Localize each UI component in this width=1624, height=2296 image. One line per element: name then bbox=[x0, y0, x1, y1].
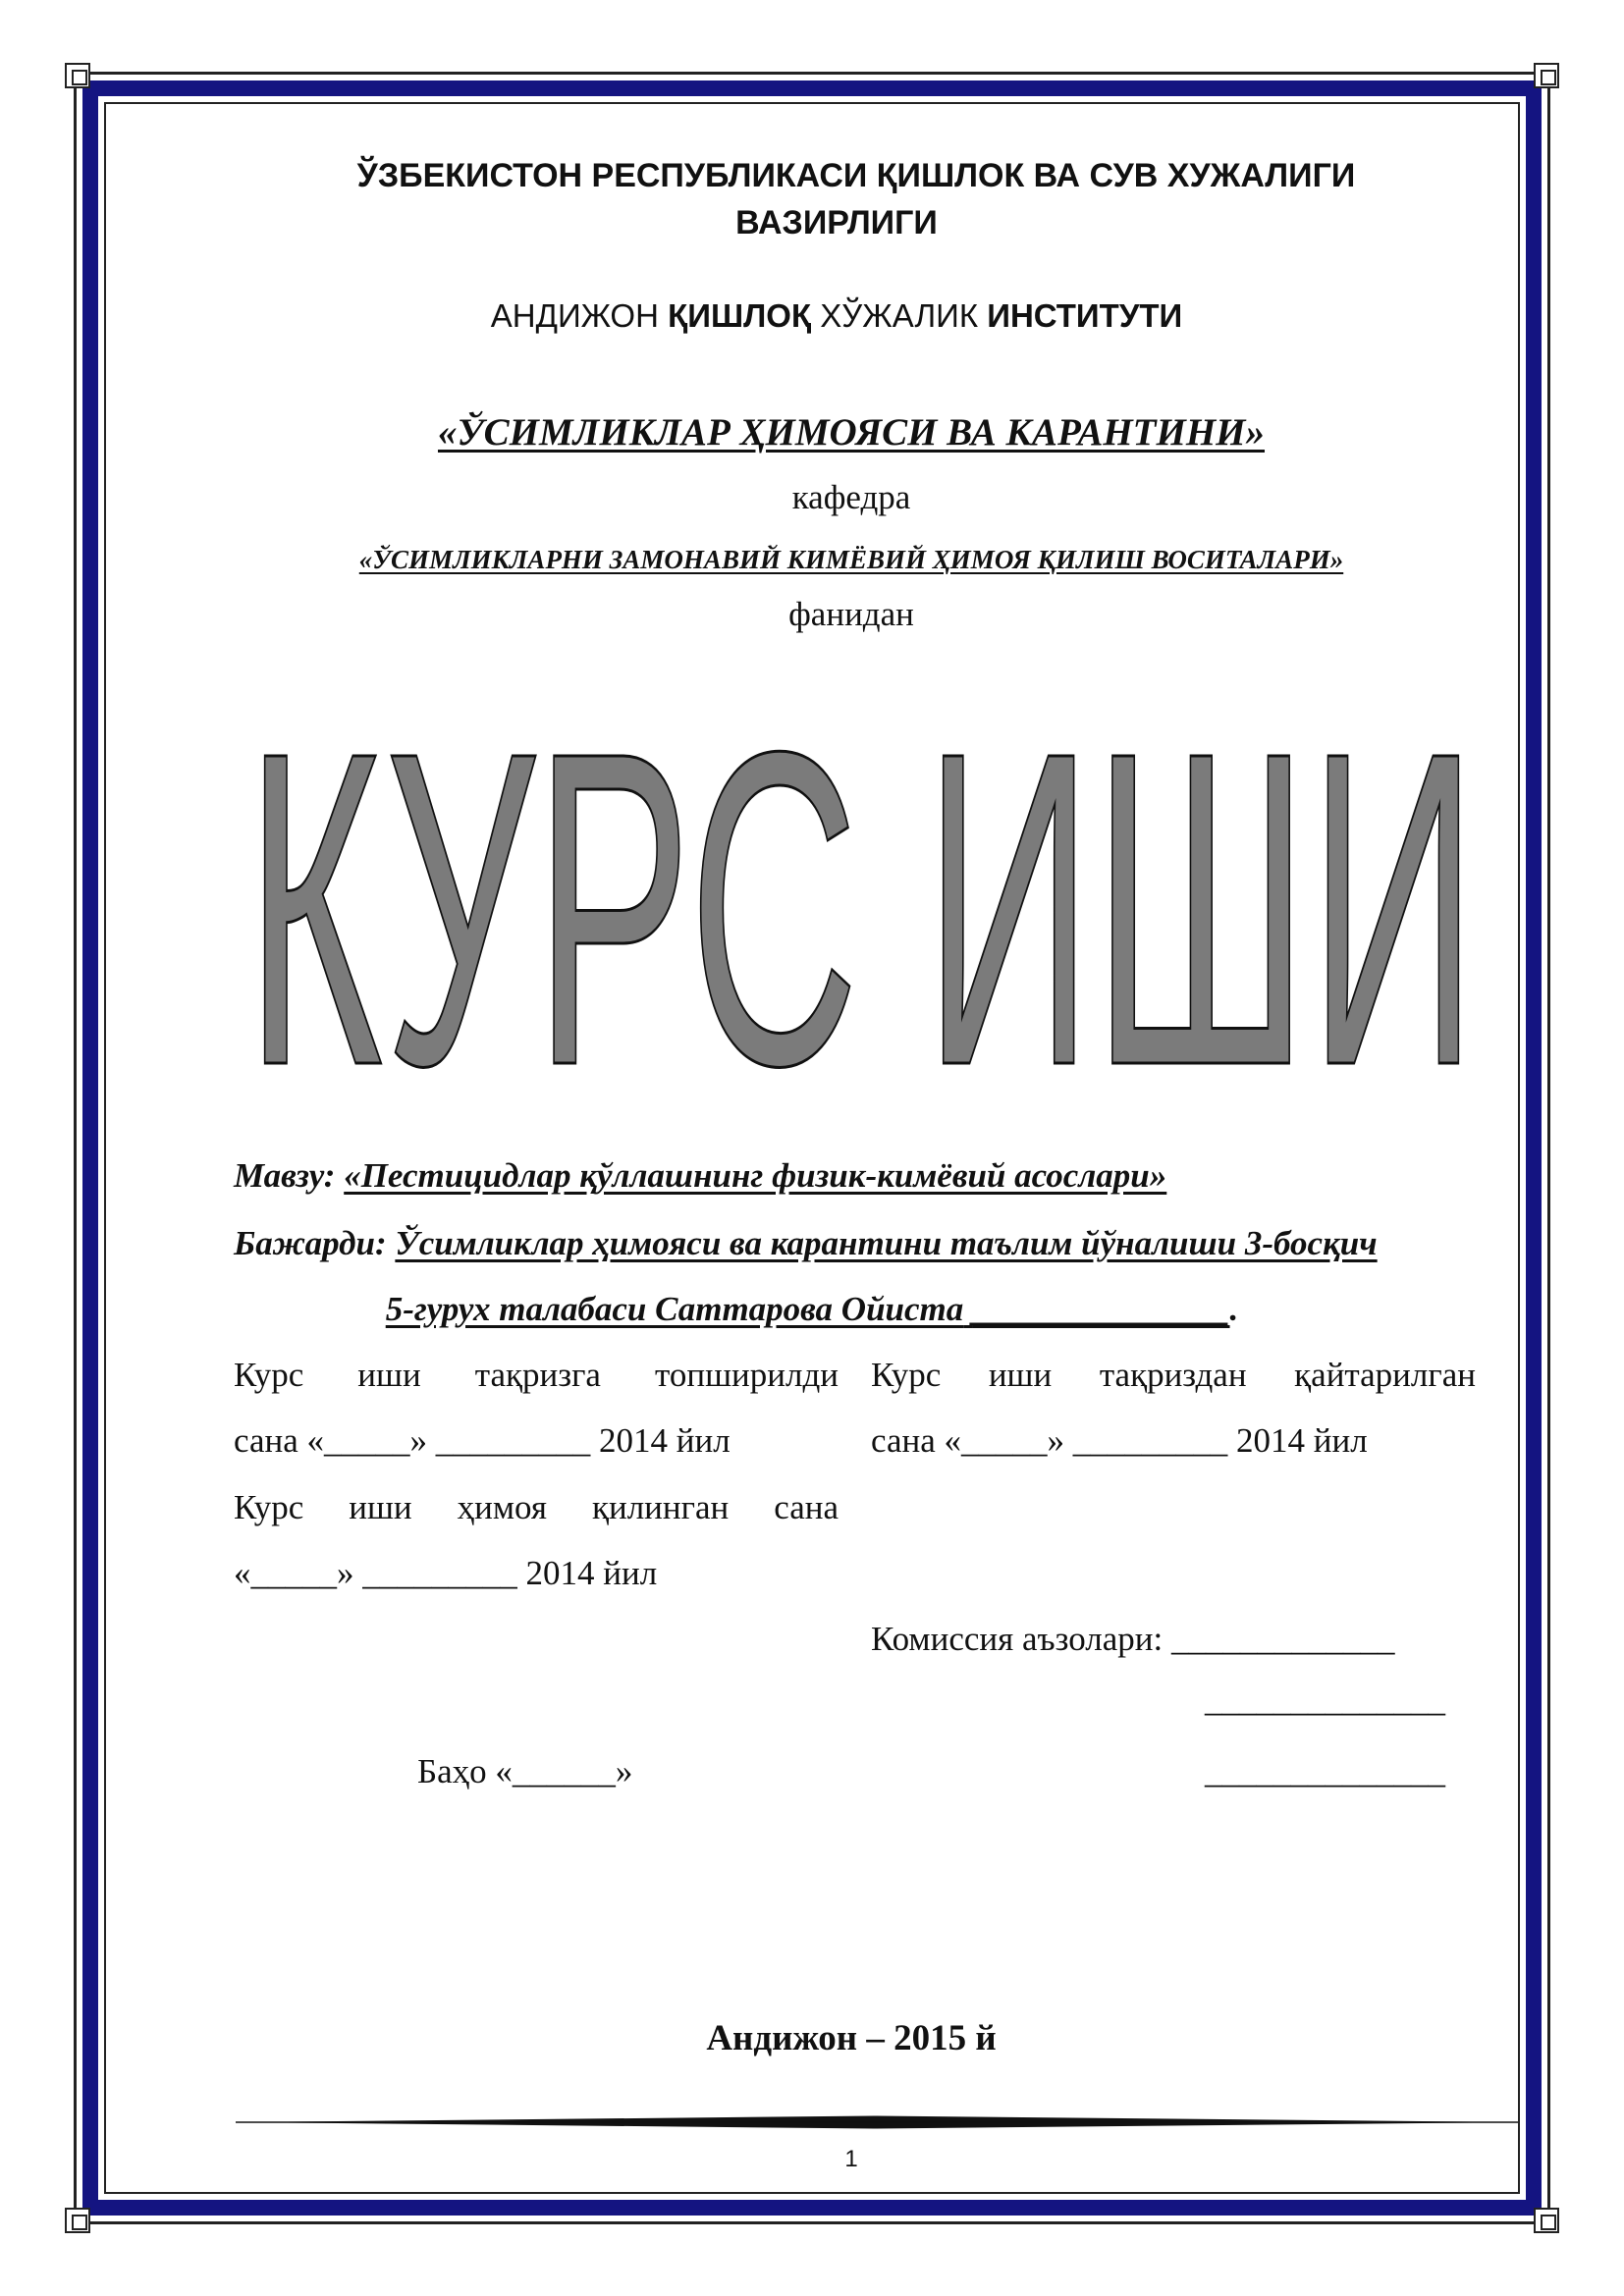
corner-ornament-top-right bbox=[1534, 63, 1559, 88]
returned-from-review-date: сана «_____» _________ 2014 йил bbox=[871, 1421, 1368, 1460]
department-label: кафедра bbox=[791, 478, 911, 516]
topic-label: Мавзу: bbox=[234, 1156, 336, 1195]
page-number: 1 bbox=[844, 2146, 858, 2172]
defended-date: «_____» _________ 2014 йил bbox=[234, 1554, 658, 1592]
returned-from-review-label: Курс иши тақриздан қайтарилган bbox=[871, 1356, 1476, 1394]
topic-line bbox=[234, 1156, 1166, 1196]
commission-signature-line-3: ______________ bbox=[1205, 1752, 1445, 1790]
footer-divider bbox=[236, 2115, 1518, 2129]
footer-city-year: Андижон – 2015 й bbox=[706, 2018, 997, 2058]
performer-line bbox=[234, 1224, 1378, 1263]
department-name: «ЎСИМЛИКЛАР ҲИМОЯСИ ВА КАРАНТИНИ» bbox=[437, 411, 1266, 454]
submitted-for-review-date: сана «_____» _________ 2014 йил bbox=[234, 1421, 731, 1460]
commission-members-label: Комиссия аъзолари: _____________ bbox=[871, 1620, 1395, 1658]
ministry-line-2: ВАЗИРЛИГИ bbox=[735, 204, 938, 241]
institute-name-part-4: ИНСТИТУТИ bbox=[987, 297, 1183, 334]
institute-name-part-2: ҚИШЛОҚ bbox=[668, 297, 812, 334]
big-title bbox=[245, 692, 1483, 1109]
performer-end: . bbox=[1229, 1290, 1239, 1328]
topic-value: «Пестицидлар қўллашнинг физик-кимёвий асослари» bbox=[344, 1156, 1167, 1195]
institute-name-part-1: АНДИЖОН bbox=[490, 297, 669, 334]
institute-name-part-3: ХЎЖАЛИК bbox=[811, 297, 988, 334]
corner-ornament-top-left bbox=[65, 63, 90, 88]
ministry-line-1: ЎЗБЕКИСТОН РЕСПУБЛИКАСИ ҚИШЛОК ВА СУВ ХУЖАЛИГИ bbox=[356, 157, 1356, 194]
submitted-for-review-label: Курс иши тақризга топширилди bbox=[234, 1356, 839, 1394]
performer-blank: _______________ bbox=[972, 1290, 1230, 1328]
subject-name: «ЎСИМЛИКЛАРНИ ЗАМОНАВИЙ КИМЁВИЙ ҲИМОЯ ҚИЛИШ ВОСИТАЛАРИ» bbox=[358, 545, 1344, 574]
performer-value-line-1: Ўсимликлар ҳимояси ва карантини таълим йўналиши 3-босқич bbox=[395, 1224, 1378, 1262]
commission-signature-line-2: ______________ bbox=[1205, 1681, 1445, 1719]
performer-label: Бажарди: bbox=[234, 1224, 387, 1262]
grade-label: Баҳо «______» bbox=[417, 1752, 633, 1790]
big-title-text: КУРС ИШИ bbox=[245, 692, 1478, 1109]
performer-value-line-2 bbox=[386, 1290, 1230, 1328]
defended-label: Курс иши ҳимоя қилинган сана bbox=[234, 1488, 839, 1526]
institute-name bbox=[0, 297, 1624, 335]
performer-name: 5-гурух талабаси Саттарова Ойиста bbox=[385, 1290, 964, 1328]
corner-ornament-bottom-right bbox=[1534, 2208, 1559, 2233]
corner-ornament-bottom-left bbox=[65, 2208, 90, 2233]
performer-line-2 bbox=[0, 1290, 1624, 1329]
subject-label: фанидан bbox=[788, 595, 914, 633]
